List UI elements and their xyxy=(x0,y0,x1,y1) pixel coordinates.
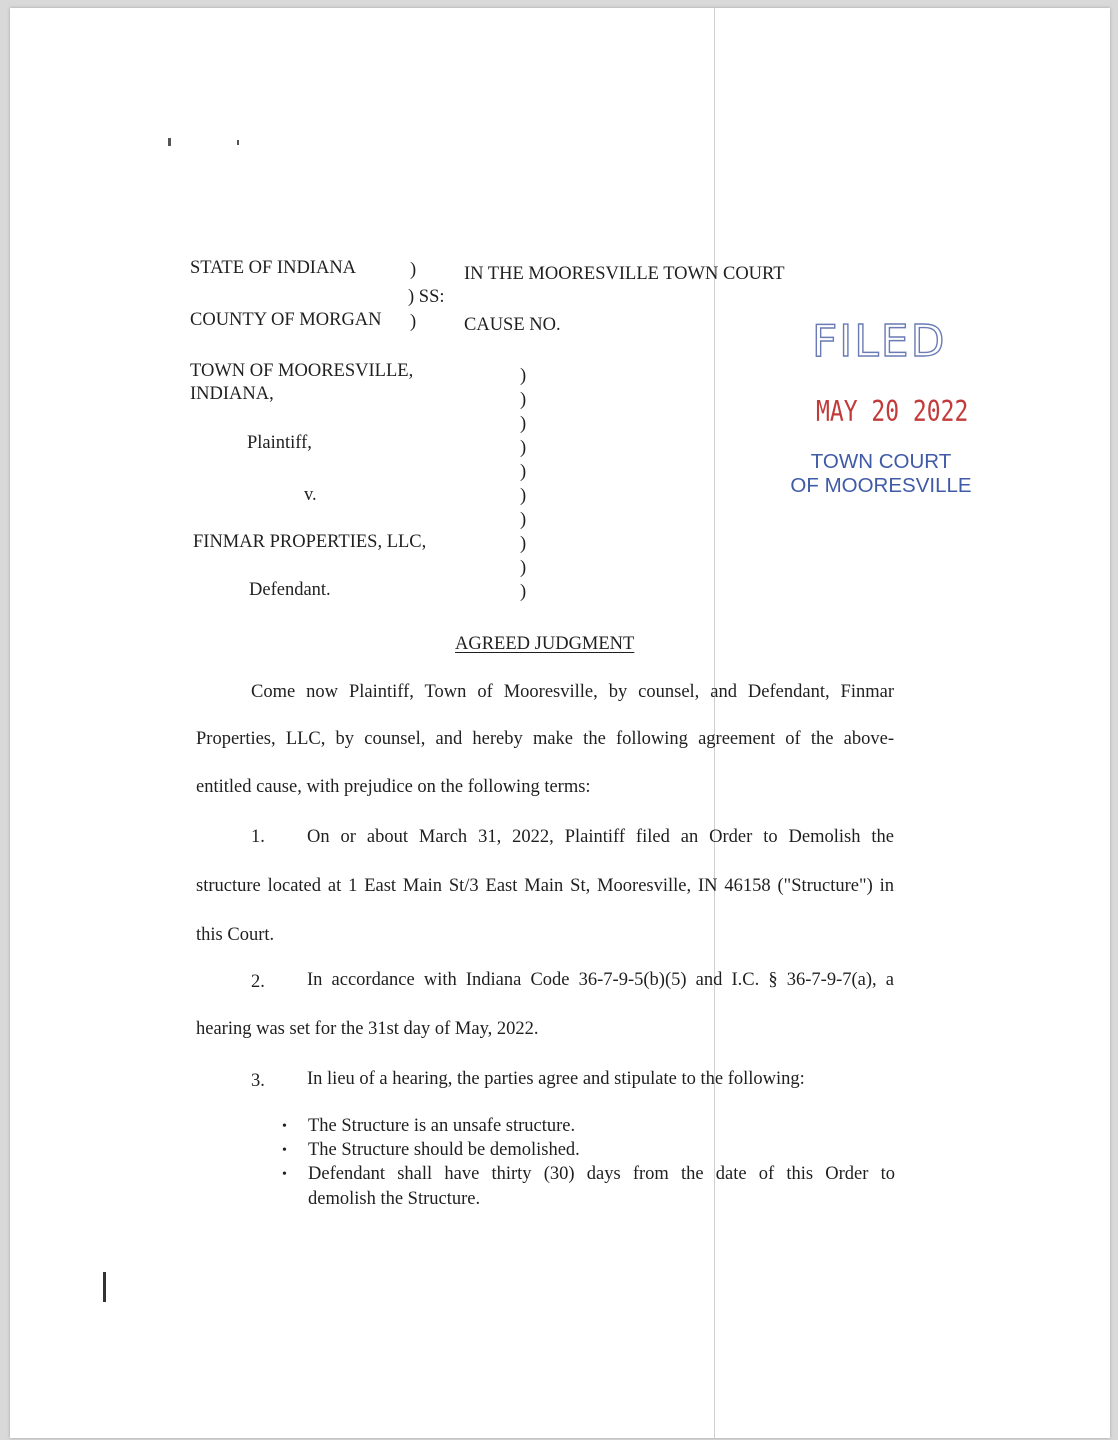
plaintiff-name-line2: INDIANA, xyxy=(190,384,274,404)
caption-paren: ) xyxy=(410,260,417,280)
state-label: STATE OF INDIANA xyxy=(190,258,357,278)
caption-paren: ) xyxy=(520,486,527,506)
filed-stamp: FILED xyxy=(812,316,947,367)
caption-paren: ) xyxy=(520,390,527,410)
filed-court-line2: OF MOORESVILLE xyxy=(790,474,972,497)
cause-number: CAUSE NO. xyxy=(464,315,561,335)
item-line: On or about March 31, 2022, Plaintiff filed an Order to Demolish the xyxy=(307,827,894,847)
bullet-icon: • xyxy=(282,1143,287,1158)
bullet-text: The Structure is an unsafe structure. xyxy=(308,1116,576,1136)
intro-line: entitled cause, with prejudice on the following terms: xyxy=(196,777,591,797)
court-title: IN THE MOORESVILLE TOWN COURT xyxy=(464,264,785,284)
filed-court xyxy=(788,450,974,498)
caption-paren: ) xyxy=(520,366,527,386)
caption-paren: ) xyxy=(520,438,527,458)
bullet-text-continued: demolish the Structure. xyxy=(308,1189,481,1209)
bullet-text: The Structure should be demolished. xyxy=(308,1140,580,1160)
caption-paren: ) xyxy=(520,558,527,578)
versus-label: v. xyxy=(304,485,317,505)
item-number: 3. xyxy=(251,1071,265,1091)
caption-paren: ) xyxy=(410,312,417,332)
intro-line: Properties, LLC, by counsel, and hereby make the following agreement of the above- xyxy=(196,729,894,749)
county-label: COUNTY OF MORGAN xyxy=(190,310,382,330)
bullet-icon: • xyxy=(282,1119,287,1134)
caption-paren: ) xyxy=(520,414,527,434)
caption-paren: ) xyxy=(520,510,527,530)
scan-speck xyxy=(237,140,239,145)
item-line: structure located at 1 East Main St/3 East Main St, Mooresville, IN 46158 ("Structure") in xyxy=(196,876,894,896)
intro-line: Come now Plaintiff, Town of Mooresville, by counsel, and Defendant, Finmar xyxy=(251,682,894,702)
document-page xyxy=(10,8,1110,1438)
scan-speck xyxy=(168,138,171,146)
item-line: In accordance with Indiana Code 36-7-9-5(b)(5) and I.C. § 36-7-9-7(a), a xyxy=(307,970,894,990)
plaintiff-role: Plaintiff, xyxy=(247,433,312,453)
page-fold-line xyxy=(714,8,715,1438)
plaintiff-name: TOWN OF MOORESVILLE, xyxy=(190,361,414,381)
item-number: 1. xyxy=(251,827,265,847)
bullet-icon: • xyxy=(282,1167,287,1182)
item-line: In lieu of a hearing, the parties agree and stipulate to the following: xyxy=(307,1069,805,1089)
ss-label: ) SS: xyxy=(408,287,445,307)
caption-paren: ) xyxy=(520,582,527,602)
document-title: AGREED JUDGMENT xyxy=(455,634,635,654)
scan-speck xyxy=(103,1272,106,1302)
caption-paren: ) xyxy=(520,534,527,554)
item-line: this Court. xyxy=(196,925,275,945)
bullet-text: Defendant shall have thirty (30) days from the date of this Order to xyxy=(308,1164,895,1184)
item-number: 2. xyxy=(251,972,265,992)
defendant-name: FINMAR PROPERTIES, LLC, xyxy=(193,532,427,552)
filed-date: MAY 20 2022 xyxy=(816,396,969,429)
caption-paren: ) xyxy=(520,462,527,482)
item-line: hearing was set for the 31st day of May, 2022. xyxy=(196,1019,539,1039)
defendant-role: Defendant. xyxy=(249,580,331,600)
filed-court-line1: TOWN COURT xyxy=(810,450,952,473)
